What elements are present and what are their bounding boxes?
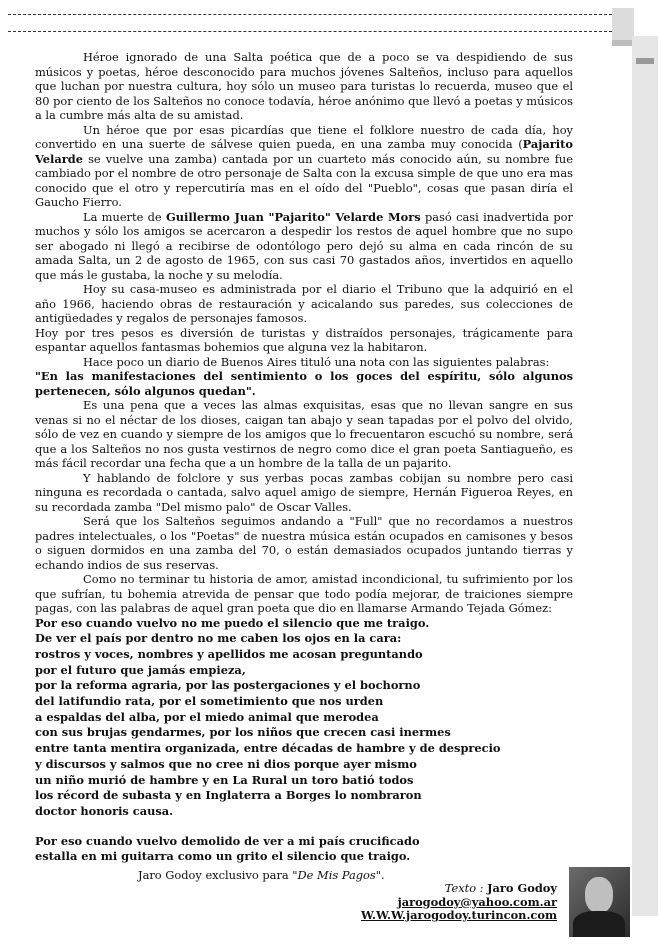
credit-suffix: ". [375, 868, 385, 882]
paragraph-3 [35, 210, 573, 283]
poem-line: por la reforma agraria, por las postergaciones y el bochorno [35, 678, 421, 693]
article-body [35, 50, 573, 865]
author-signature [361, 882, 557, 923]
credit-prefix: Jaro Godoy exclusivo para " [138, 868, 298, 882]
paragraph-10: Como no terminar tu historia de amor, amistad incondicional, tu sufrimiento por los que sufrían, tu bohemia atrevida de pensar que todo podía mejorar, de traiciones siempre pagas, con las palabras de aquel gran poeta que dio en llamarse Armando Tejada Gómez: [35, 572, 573, 615]
poem-line: Por eso cuando vuelvo no me puedo el silencio que me traigo. [35, 615, 430, 630]
paragraph-2 [35, 123, 573, 210]
paragraph-3-text-a: La muerte de [83, 209, 166, 224]
paragraph-4: Hoy su casa-museo es administrada por el diario el Tribuno que la adquirió en el año 1966, haciendo obras de restauración y acicalando sus paredes, sus colecciones de antigüedades y regalos de personajes famosos. [35, 282, 573, 325]
photo-shoulders [573, 911, 625, 937]
poem-stanza-1 [35, 616, 573, 820]
poem-line: con sus brujas gendarmes, por los niños que crecen casi inermes [35, 725, 451, 740]
poem-line: estalla en mi guitarra como un grito el silencio que traigo. [35, 849, 411, 864]
paragraph-9: Será que los Salteños seguimos andando a "Full" que no recordamos a nuestros padres intelectuales, o los "Poetas" de nuestra música están ocupados en camisones y besos o siguen dormidos en una zamba del 70, o están demasiados ocupados juntando tierras y echando indios de sus reservas. [35, 514, 573, 572]
paragraph-1: Héroe ignorado de una Salta poética que de a poco se va despidiendo de sus músicos y poetas, héroe desconocido para muchos jóvenes Salteños, incluso para aquellos que luchan por nuestra cultura, hoy sólo un museo para turistas lo recuerda, museo que el 80 por ciento de los Salteños no conoce todavía, héroe anónimo que llevó a poetas y músicos a la cumbre más alta de su amistad. [35, 50, 573, 122]
side-strip-mark [636, 58, 654, 64]
author-label: Texto : [444, 881, 488, 895]
quote: "En las manifestaciones del sentimiento o los goces del espíritu, sólo algunos pertenecen, sólo algunos quedan". [35, 369, 573, 398]
paragraph-3-bold-name: Guillermo Juan "Pajarito" Velarde Mors [166, 209, 421, 224]
poem-line: un niño murió de hambre y en La Rural un toro batió todos [35, 772, 414, 787]
author-website-link[interactable]: W.W.W.jarogodoy.turincon.com [361, 908, 557, 922]
poem-line: rostros y voces, nombres y apellidos me acosan preguntando [35, 646, 423, 661]
poem-line: y discursos y salmos que no cree ni dios porque ayer mismo [35, 756, 417, 771]
paragraph-2-text-a: Un héroe que por esas picardías que tiene el folklore nuestro de cada día, hoy convertido en una suerte de sálvese quien pueda, en una zamba muy conocida ( [35, 122, 573, 151]
author-email-link[interactable]: jarogodoy@yahoo.com.ar [397, 894, 557, 909]
poem-stanza-2 [35, 834, 573, 865]
poem-line: del latifundio rata, por el sometimiento que nos urden [35, 694, 384, 709]
poem-line: por el futuro que jamás empieza, [35, 662, 246, 677]
poem-line: entre tanta mentira organizada, entre décadas de hambre y de desprecio [35, 741, 501, 756]
credit-line [138, 868, 385, 882]
paragraph-5: Hoy por tres pesos es diversión de turistas y distraídos personajes, trágicamente para espantar aquellos fantasmas bohemios que alguna vez la habitaron. [35, 325, 573, 354]
poem-line: doctor honoris causa. [35, 803, 174, 818]
paragraph-2-bold: Pajarito Velarde [35, 137, 573, 166]
author-photo [569, 867, 630, 937]
poem-line: De ver el país por dentro no me caben los ojos en la cara: [35, 631, 402, 646]
top-dashed-rule [8, 14, 612, 15]
poem-line: Por eso cuando vuelvo demolido de ver a mi país crucificado [35, 833, 420, 848]
poem-line: los récord de subasta y en Inglaterra a Borges lo nombraron [35, 788, 422, 803]
paragraph-7: Es una pena que a veces las almas exquisitas, esas que no llevan sangre en sus venas si no el néctar de los dioses, caigan tan abajo y sean tapadas por el polvo del olvido, sólo de vez en cuando y siempre de los amigos que lo frecuentaron escuchó su nombre, será que a los Salteños no nos gusta vestirnos de negro como dice el gran poeta Santiagueño, es más fácil recordar una fecha que a un hombre de la talla de un pajarito. [35, 398, 573, 470]
author-name: Jaro Godoy [487, 881, 557, 895]
paragraph-3-text-c: pasó casi inadvertida por muchos y sólo los amigos se acercaron a despedir los restos de aquel hombre que no supo ser abogado ni llegó a recibirse de odontólogo pero dejó su alma en cada rincón de su amada Salta, un 2 de agosto de 1965, con sus casi 70 gastados años, invertidos en aquello que más le gustaba, la noche y su melodía. [35, 209, 573, 282]
page-tab-marker [612, 8, 634, 40]
second-dashed-rule [8, 31, 612, 32]
stanza-gap [35, 820, 573, 834]
photo-face [585, 877, 613, 913]
paragraph-2-text-c: se vuelve una zamba) cantada por un cuarteto más conocido aún, su nombre fue cambiado por el nombre de otro personaje de Salta con la excusa simple de que uno era mas conocido que el otro y repercutiría mas en el oído del "Pueblo", cosas que pasan diría el Gaucho Fierro. [35, 151, 573, 209]
author-line [361, 882, 557, 896]
credit-publication: De Mis Pagos [297, 868, 376, 882]
paragraph-6: Hace poco un diario de Buenos Aires tituló una nota con las siguientes palabras: [83, 354, 550, 369]
page-side-strip [632, 36, 658, 916]
paragraph-8: Y hablando de folclore y sus yerbas pocas zambas cobijan su nombre pero casi ninguna es recordada o cantada, salvo aquel amigo de siempre, Hernán Figueroa Reyes, en su recordada zamba "Del mismo palo" de Oscar Valles. [35, 470, 573, 514]
poem-line: a espaldas del alba, por el miedo animal que merodea [35, 709, 379, 724]
